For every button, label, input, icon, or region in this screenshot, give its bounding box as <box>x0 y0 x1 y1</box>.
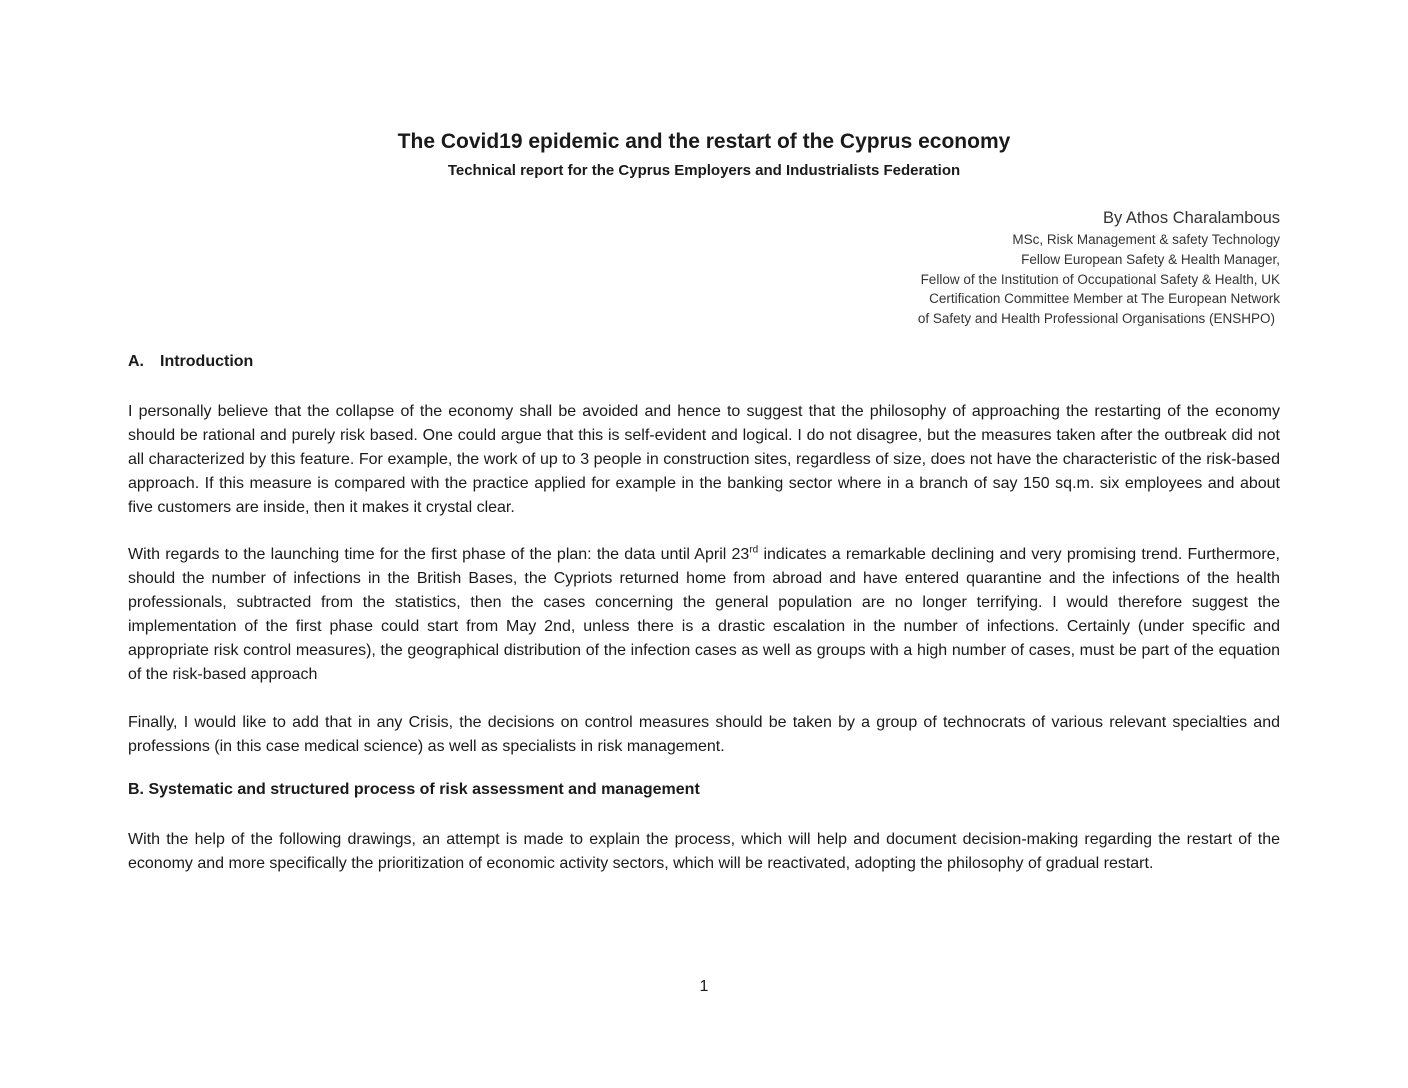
paragraph-2-text-continued: indicates a remarkable declining and very promising trend. Furthermore, should the number of infections in the British Bases, the Cypriots returned home from abroad and have entered quarantine and the infections of the health professionals, subtracted from the statistics, then the cases concerning the general population are no longer terrifying. I would therefore suggest the implementation of the first phase could start from May 2nd, unless there is a drastic escalation in the number of infections. Certainly (under specific and appropriate risk control measures), the geographical distribution of the infection cases as well as groups with a high number of cases, must be part of the equation of the risk-based approach <box>128 546 1281 683</box>
section-a-title: Introduction <box>160 353 254 370</box>
author-name: By Athos Charalambous <box>1102 209 1280 227</box>
section-a-paragraph-2 <box>128 543 1280 687</box>
section-b-paragraph-1: With the help of the following drawings, an attempt is made to explain the process, which will help and document decision-making regarding the restart of the economy and more specifically the prioritization of economic activity sectors, which will be reactivated, adopting the philosophy of gradual restart. <box>128 831 1280 872</box>
author-credential: MSc, Risk Management & safety Technology <box>1012 232 1280 247</box>
section-a-number: A. <box>128 353 144 370</box>
page-number: 1 <box>699 978 709 995</box>
paragraph-2-text: With regards to the launching time for the first phase of the plan: the data until April 23 <box>128 546 750 563</box>
author-credential: of Safety and Health Professional Organisations (ENSHPO) <box>917 311 1275 327</box>
document-subtitle: Technical report for the Cyprus Employers and Industrialists Federation <box>447 162 961 179</box>
author-credential: Fellow of the Institution of Occupational Safety & Health, UK <box>920 271 1280 287</box>
section-a-paragraph-1: I personally believe that the collapse of the economy shall be avoided and hence to suggest that the philosophy of approaching the restarting of the economy should be rational and purely risk based. One could argue that this is self-evident and logical. I do not disagree, but the measures taken after the outbreak did not all characterized by this feature. For example, the work of up to 3 people in construction sites, regardless of size, does not have the characteristic of the risk-based approach. If this measure is compared with the practice applied for example in the banking sector where in a branch of say 150 sq.m. six employees and about five customers are inside, then it makes it crystal clear. <box>128 403 1280 516</box>
author-credential: Fellow European Safety & Health Manager, <box>1021 251 1280 267</box>
document-title: The Covid19 epidemic and the restart of the Cyprus economy <box>397 130 1011 153</box>
paragraph-2-superscript: rd <box>749 544 759 556</box>
section-b-heading: B. Systematic and structured process of risk assessment and management <box>128 781 700 798</box>
section-a-heading <box>128 353 253 371</box>
section-a-paragraph-3: Finally, I would like to add that in any Crisis, the decisions on control measures should be taken by a group of technocrats of various relevant specialties and professions (in this case medical science) as well as specialists in risk management. <box>128 714 1280 755</box>
author-credential: Certification Committee Member at The European Network <box>929 291 1280 307</box>
author-block <box>918 207 1280 329</box>
